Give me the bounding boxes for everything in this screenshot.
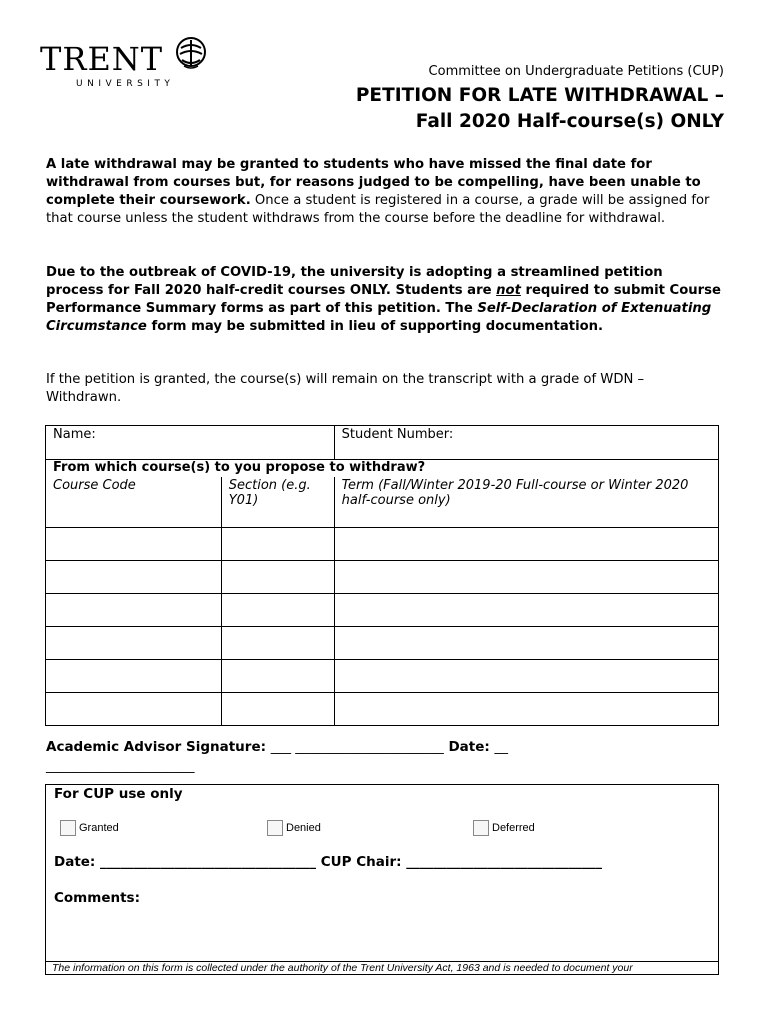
table-row [46,528,719,561]
course-code-cell[interactable] [46,561,222,594]
table-row [46,594,719,627]
intro-paragraph [46,156,722,228]
section-cell[interactable] [221,561,334,594]
cup-use-box [45,784,719,975]
term-cell[interactable] [334,528,718,561]
trent-logo [40,36,212,92]
table-row [46,561,719,594]
deferred-option[interactable] [473,820,535,836]
logo-wordmark: TRENT [40,40,164,78]
course-code-cell[interactable] [46,528,222,561]
covid-form-name: Self-Declaration of Extenuating Circumstance [46,301,712,334]
trent-tree-emblem-icon [173,36,209,72]
term-cell[interactable] [334,594,718,627]
course-code-cell[interactable] [46,660,222,693]
section-cell[interactable] [221,528,334,561]
denied-checkbox[interactable] [267,820,283,836]
covid-text-a: Due to the outbreak of COVID-19, the university is adopting a streamlined petition process for Fall 2020 half-credit courses ONLY. Students are [46,265,663,298]
denied-label: Denied [286,822,321,834]
course-code-cell[interactable] [46,693,222,726]
section-cell[interactable] [221,627,334,660]
course-table [45,425,719,726]
denied-option[interactable] [267,820,321,836]
intro-bold-text: A late withdrawal may be granted to students who have missed the final date for withdrawal from courses but, for reasons judged to be compelling, have been unable to complete their coursework. [46,157,701,208]
grant-paragraph: If the petition is granted, the course(s) will remain on the transcript with a grade of WDN – Withdrawn. [46,372,645,405]
covid-text-c: form may be submitted in lieu of supporting documentation. [146,319,604,334]
col-course-code: Course Code [46,477,222,528]
term-cell[interactable] [334,561,718,594]
term-cell[interactable] [334,627,718,660]
student-number-label: Student Number: [341,427,454,442]
term-cell[interactable] [334,693,718,726]
granted-label: Granted [79,822,119,834]
course-code-cell[interactable] [46,627,222,660]
advisor-signature-line[interactable] [46,738,606,776]
advisor-date-label: Date: [443,739,495,755]
course-code-cell[interactable] [46,594,222,627]
title-line-1: PETITION FOR LATE WITHDRAWAL – [355,85,724,106]
col-term: Term (Fall/Winter 2019-20 Full-course or Winter 2020 half-course only) [334,477,718,528]
deferred-checkbox[interactable] [473,820,489,836]
advisor-date-blank: __ ______________________ [46,739,508,774]
title-line-2: Fall 2020 Half-course(s) ONLY [415,111,724,132]
col-section: Section (e.g. Y01) [221,477,334,528]
section-cell[interactable] [221,660,334,693]
granted-checkbox[interactable] [60,820,76,836]
cup-date-chair-line[interactable]: Date: ________________________________ CUP Chair: _____________________________ [54,854,602,870]
table-row [46,693,719,726]
cup-box-title: For CUP use only [54,786,183,802]
privacy-footer-note: The information on this form is collected under the authority of the Trent University Act, 1963 and is needed to document your [46,961,718,975]
covid-text-b: required to submit Course Performance Summary forms as part of this petition. The [46,283,721,316]
covid-not-emphasis: not [496,283,521,298]
section-cell[interactable] [221,594,334,627]
which-course-label: From which course(s) to you propose to withdraw? [46,460,719,478]
advisor-signature-blank: ___ ______________________ [270,739,444,755]
section-cell[interactable] [221,693,334,726]
cup-comments-label: Comments: [54,890,140,906]
student-number-field[interactable] [334,426,718,460]
page-title [356,83,724,135]
logo-subtitle: UNIVERSITY [76,79,175,89]
committee-name: Committee on Undergraduate Petitions (CUP) [428,64,724,79]
deferred-label: Deferred [492,822,535,834]
name-label: Name: [53,427,96,442]
intro-normal-text: Once a student is registered in a course, a grade will be assigned for that course unless the student withdraws from the course before the deadline for withdrawal. [46,193,710,226]
granted-option[interactable] [60,820,119,836]
table-row [46,660,719,693]
advisor-label: Academic Advisor Signature: [46,739,271,755]
term-cell[interactable] [334,660,718,693]
name-field[interactable] [46,426,335,460]
covid-paragraph [46,264,722,336]
table-row [46,627,719,660]
